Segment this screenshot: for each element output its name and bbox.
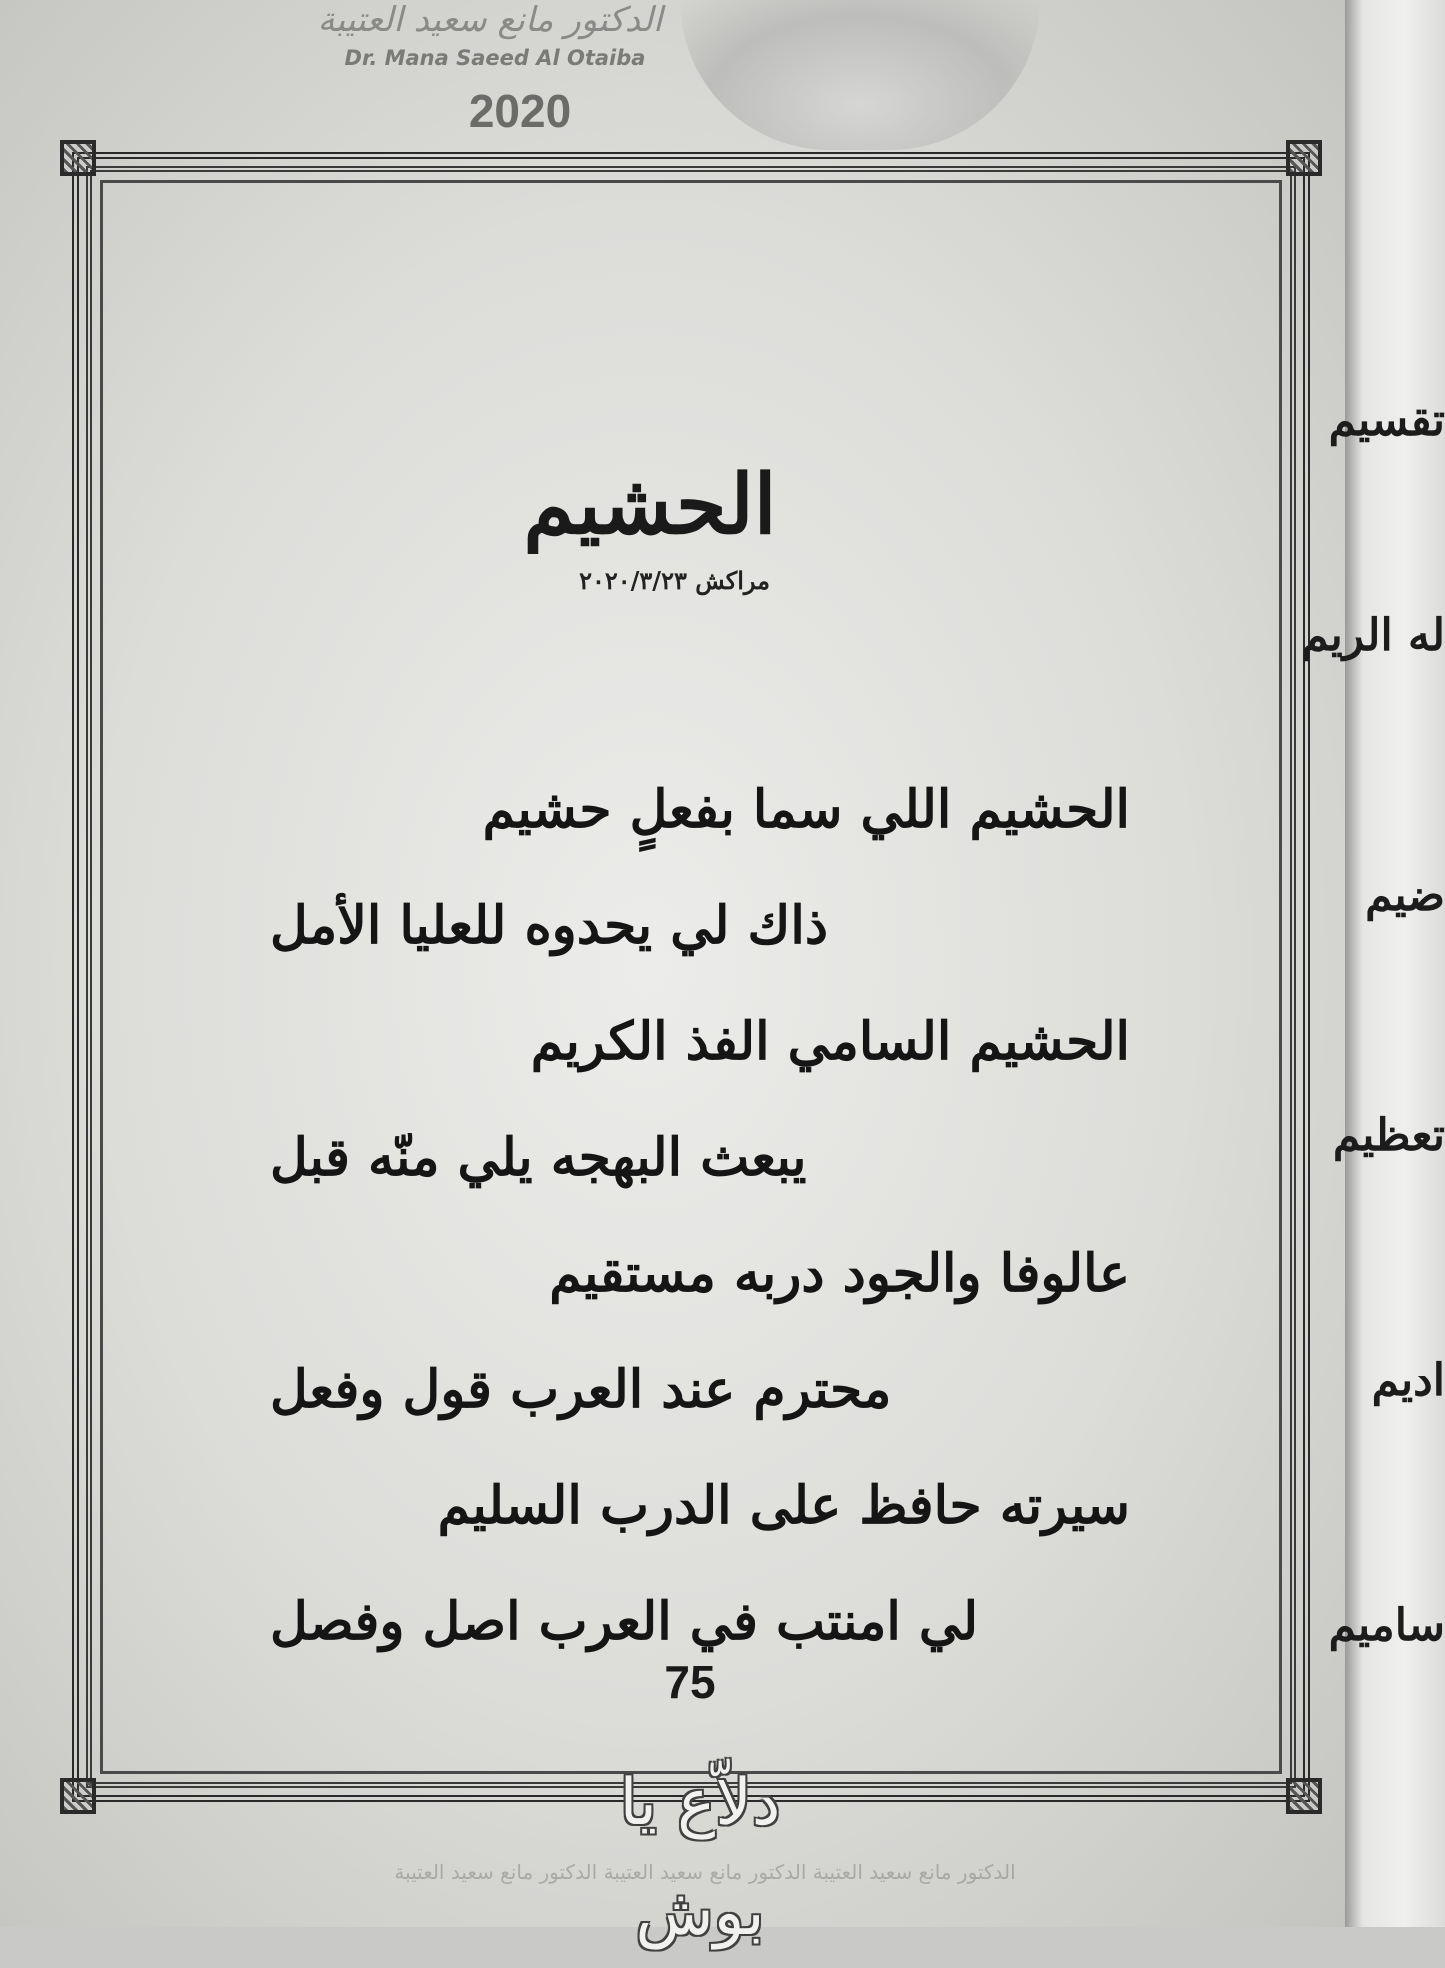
adjacent-page-word: تقسيم xyxy=(1328,395,1445,446)
adjacent-page-word: ضيم xyxy=(1365,870,1445,921)
adjacent-page-word: تعظيم xyxy=(1332,1110,1445,1161)
frame-corner-ornament xyxy=(1286,140,1322,176)
poem-place-date: مراكش ٢٠٢٠/٣/٢٣ xyxy=(579,566,770,595)
verse-second-hemistich: ذاك لي يحدوه للعليا الأمل xyxy=(270,895,828,956)
adjacent-page-word: له الريم xyxy=(1301,610,1445,661)
verse-first-hemistich: الحشيم السامي الفذ الكريم xyxy=(530,1011,1130,1072)
verse-second-hemistich: لي امنتب في العرب اصل وفصل xyxy=(270,1591,979,1652)
verse-first-hemistich: عالوفا والجود دربه مستقيم xyxy=(549,1243,1130,1304)
page-number: 75 xyxy=(664,1656,716,1708)
frame-corner-ornament xyxy=(60,140,96,176)
poem-verses xyxy=(270,760,1130,1688)
verse-second-hemistich: يبعث البهجه يلي منّه قبل xyxy=(270,1127,807,1188)
header-latin-name: Dr. Mana Saeed Al Otaiba xyxy=(344,46,646,70)
poem-title: الحشيم xyxy=(523,457,777,553)
frame-corner-ornament xyxy=(1286,1778,1322,1814)
header-year: 2020 xyxy=(468,85,572,137)
verse-second-hemistich: محترم عند العرب قول وفعل xyxy=(270,1359,892,1420)
verse-first-hemistich: الحشيم اللي سما بفعلٍ حشيم xyxy=(482,779,1130,840)
frame-corner-ornament xyxy=(60,1778,96,1814)
adjacent-page xyxy=(1301,0,1445,1927)
adjacent-page-word: اديم xyxy=(1371,1355,1445,1406)
header-arabic-name: الدكتور مانع سعيد العتيبة xyxy=(317,0,663,40)
verse-first-hemistich: سيرته حافظ على الدرب السليم xyxy=(437,1475,1130,1536)
adjacent-page-word: ساميم xyxy=(1328,1600,1445,1651)
footer-text: الدكتور مانع سعيد العتيبة الدكتور مانع سعيد العتيبة الدكتور مانع سعيد العتيبة xyxy=(394,1860,1016,1884)
footer-logo: دلاّع يا بوش xyxy=(619,1766,781,1950)
author-photo xyxy=(680,0,1040,150)
